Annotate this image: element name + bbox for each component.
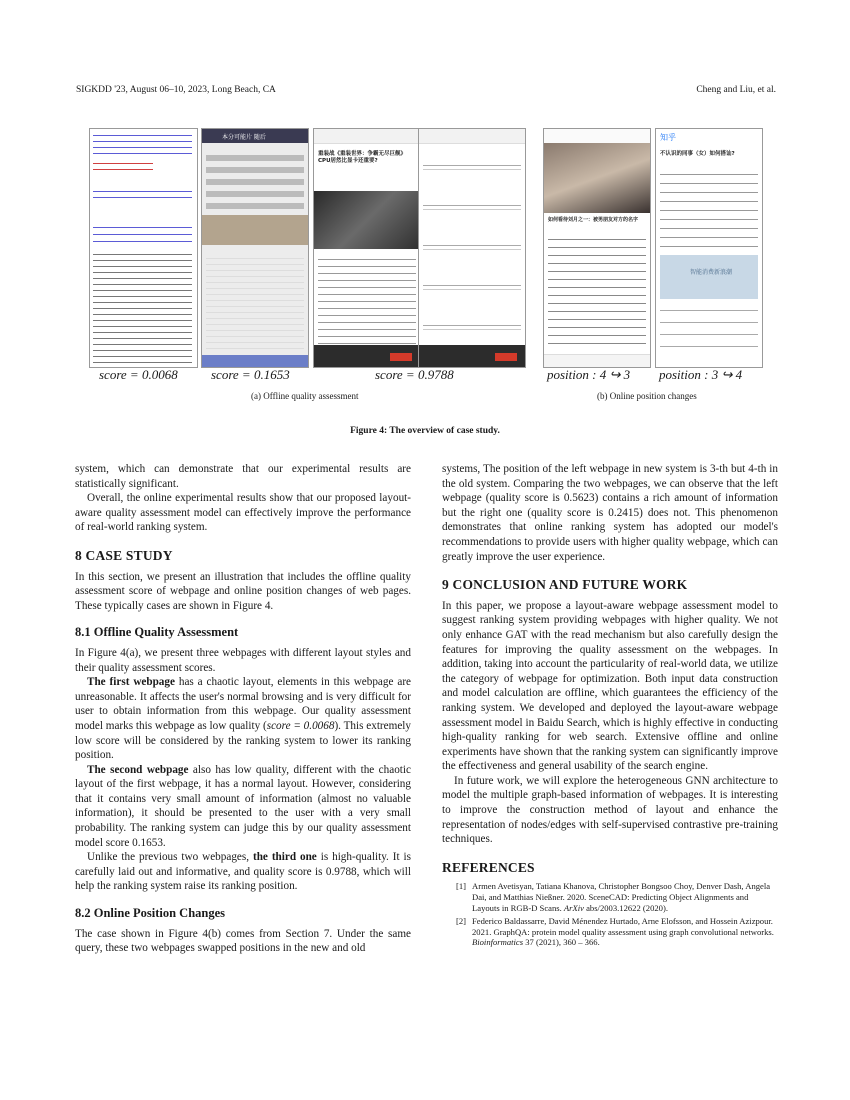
left-column <box>75 462 411 956</box>
running-header-left: SIGKDD '23, August 06–10, 2023, Long Beach, CA <box>76 85 276 95</box>
score-label-3: score = 0.9788 <box>375 367 454 382</box>
paragraph: In this section, we present an illustration that includes the offline quality assessment score of webpage and online position changes of web pages. These typically cases are shown in Figure 4. <box>75 570 411 612</box>
paragraph: In future work, we will explore the heterogeneous GNN architecture to model the multiple graph-based information of webpages. It is interesting to improve the construction method of layout and enhance the representation of nodes/edges with self-supervised contrastive pre-training techniques. <box>442 774 778 846</box>
running-header-right: Cheng and Liu, et al. <box>696 85 776 95</box>
right-column <box>442 462 778 950</box>
paragraph: system, which can demonstrate that our experimental results are statistically significant. <box>75 463 411 490</box>
position-label-1: position : 4 ↪ 3 <box>547 367 631 382</box>
bold-term: The second webpage <box>87 763 189 776</box>
position-label-2: position : 3 ↪ 4 <box>659 367 743 382</box>
section-heading-8: 8 CASE STUDY <box>75 547 173 563</box>
screenshot-3-title: 重装战《重装世界：争霸无尽巨舰》CPU居然比显卡还重要? <box>318 151 407 164</box>
screenshot-2-title: 本分可能片 随后 <box>222 134 266 141</box>
section-heading-9: 9 CONCLUSION AND FUTURE WORK <box>442 577 688 593</box>
screenshot-6-question: 不认识的同事（女）如何搭讪? <box>660 151 735 157</box>
screenshot-6-banner: 智能消费新浪潮 <box>689 269 732 276</box>
math-inline: score = 0.0068 <box>266 719 335 732</box>
screenshot-chaotic-webpage <box>89 128 198 368</box>
subsection-heading-8-2: 8.2 Online Position Changes <box>75 906 226 921</box>
screenshot-low-info-webpage <box>201 128 309 368</box>
reference-item: [2] Federico Baldassarre, David Ménendez Hurtado, Arne Elofsson, and Hossein Azizpour. 2021. GraphQA: protein model quality assessment using graph convolutional networks. Bioinformatics 37 (2021), 360 – 366. <box>455 915 774 948</box>
screenshot-comments-panel <box>418 128 526 368</box>
paragraph-third-webpage: Unlike the previous two webpages, the third one is high-quality. It is carefully laid out and informative, and quality score is 0.9788, which will help the ranking system raise its ranking position. <box>75 851 412 893</box>
paragraph-second-webpage: The second webpage also has low quality, different with the chaotic layout of the first webpage, it has a normal layout. However, considering that it contains very small amount of information (almost no valuable information), it should be presented to the user with a very small probability. The ranking system can judge this by our quality assessment model score 0.1653. <box>75 763 411 849</box>
subcaption-b: (b) Online position changes <box>597 391 697 401</box>
subsection-heading-8-1: 8.1 Offline Quality Assessment <box>75 625 239 640</box>
zhihu-logo: 知乎 <box>660 133 676 142</box>
figure-caption: Figure 4: The overview of case study. <box>350 426 500 436</box>
screenshot-position-down-webpage <box>655 128 763 368</box>
paragraph: systems, The position of the left webpage in new system is 3-th but 4-th in the old system. Comparing the two webpages, we can observe that the left webpage (quality score is 0.5623) contains a rich amount of information but the right one (quality score is 0.2415) does not. This phenomenon demonstrates that online ranking system has adopted our model's recommendations to provide users with higher quality webpage, which can greatly improve the user experience. <box>442 463 778 563</box>
subcaption-a: (a) Offline quality assessment <box>251 391 359 401</box>
paragraph: In Figure 4(a), we present three webpages with different layout styles and their quality assessment scores. <box>75 646 411 674</box>
paragraph-first-webpage: The first webpage has a chaotic layout, elements in this webpage are unreasonable. It affects the user's normal browsing and is very difficult for user to obtain information from this webpage. Our quality assessment model marks this webpage as low quality (score = 0.0068). This extremely low score will be considered by the ranking system to lower its ranking position. <box>75 676 412 762</box>
score-label-1: score = 0.0068 <box>99 367 178 382</box>
paragraph: The case shown in Figure 4(b) comes from Section 7. Under the same query, these two webpages swapped positions in the new and old <box>75 927 411 955</box>
references-heading: REFERENCES <box>442 859 535 875</box>
screenshot-5-title: 如何看待刘月之一：被男朋友对方的名字 <box>548 217 639 223</box>
score-label-2: score = 0.1653 <box>211 367 290 382</box>
paragraph: In this paper, we propose a layout-aware webpage assessment model to suggest ranking system providing webpages with higher quality. We not only enhance GAT with the read mechanism but also carefully design the features for improving the quality assessment on the webpages. In addition, taking into account the particularity of real-world data, we utilize the category of webpage for optimization. Both input data construction and model calculation are offline, which guarantees the efficiency of the ranking system. We developed and deployed the layout-aware webpage assessment model in Baidu Search, which is highly effective in conducting high-quality ranking for web search. Extensive offline and online experiments have shown that the ranking system can significantly improve the effectiveness and general usability of the search engine. <box>442 599 778 773</box>
bold-term: The first webpage <box>87 676 175 689</box>
screenshot-position-up-webpage <box>543 128 651 368</box>
screenshot-high-quality-webpage <box>313 128 421 368</box>
paragraph: Overall, the online experimental results show that our proposed layout-aware quality assessment model can effectively improve the performance of real-world ranking system. <box>75 492 411 534</box>
reference-item: [1] Armen Avetisyan, Tatiana Khanova, Christopher Bongsoo Choy, Denver Dash, Angela Dai, and Matthias Nießner. 2020. SceneCAD: Predicting Object Alignments and Layouts in RGB-D Scans. ArXiv abs/2003.12622 (2020). <box>455 881 771 914</box>
bold-term: the third one <box>252 851 317 864</box>
